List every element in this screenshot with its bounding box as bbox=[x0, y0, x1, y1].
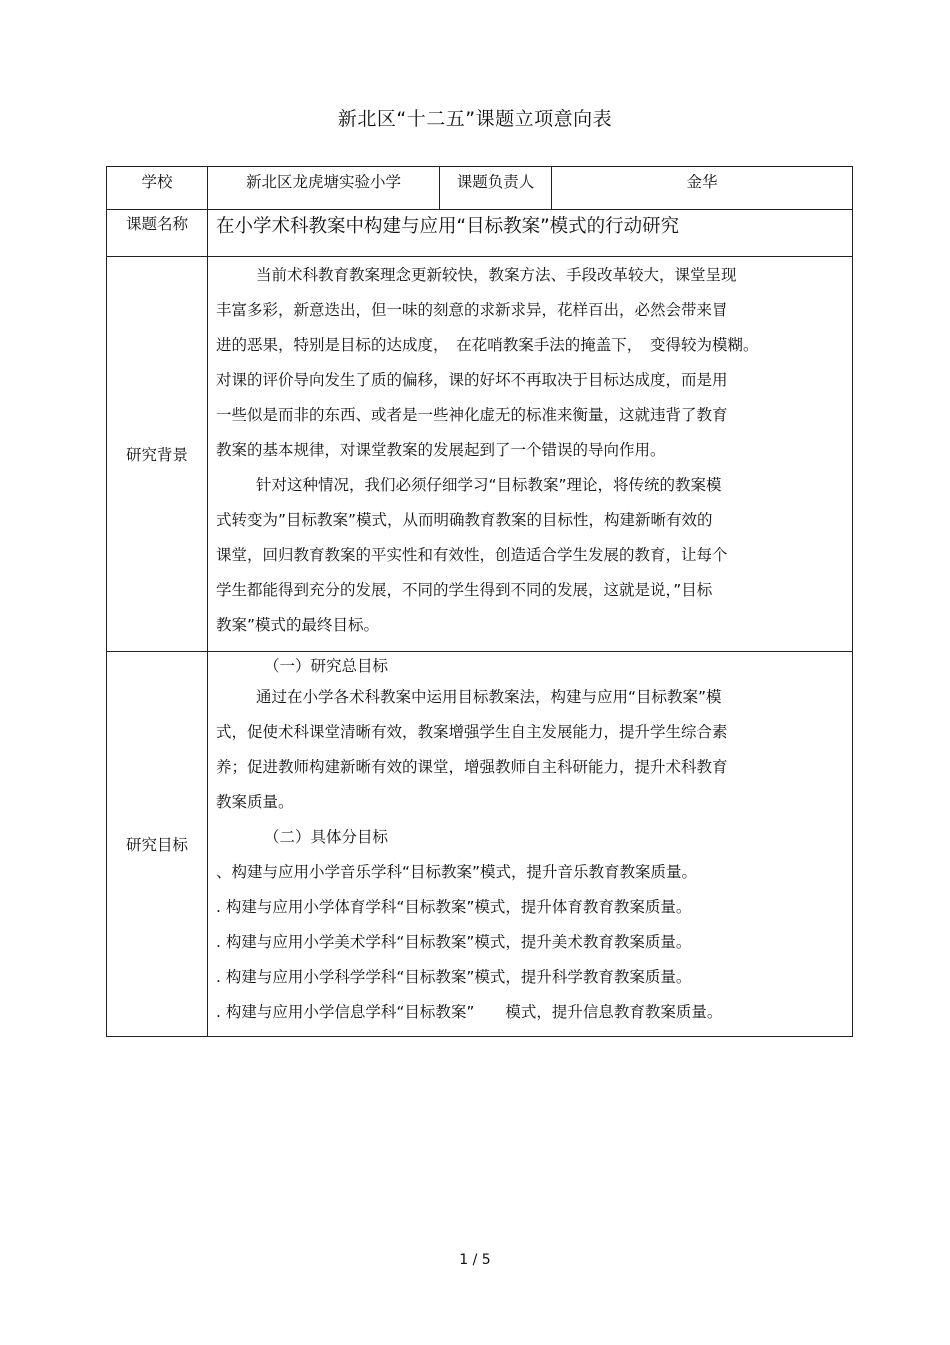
background-content bbox=[208, 257, 853, 652]
goals-line: 、构建与应用小学音乐学科“目标教案”模式，提升音乐教育教案质量。 bbox=[216, 863, 698, 881]
leader-label: 课题负责人 bbox=[440, 167, 552, 210]
goals-line: . 构建与应用小学科学学科“目标教案”模式，提升科学教育教案质量。 bbox=[216, 968, 692, 986]
background-label: 研究背景 bbox=[107, 257, 208, 652]
goals-line: . 构建与应用小学体育学科“目标教案”模式，提升体育教育教案质量。 bbox=[216, 898, 692, 916]
goals-line: 养；促进教师构建新晰有效的课堂，增强教师自主科研能力，提升术科教育 bbox=[216, 758, 728, 776]
background-line: 丰富多彩，新意迭出，但一味的刻意的求新求异，花样百出，必然会带来冒 bbox=[216, 301, 728, 319]
school-value: 新北区龙虎塘实验小学 bbox=[208, 167, 440, 210]
goals-label: 研究目标 bbox=[107, 652, 208, 1037]
goals-line: . 构建与应用小学美术学科“目标教案”模式，提升美术教育教案质量。 bbox=[216, 933, 692, 951]
project-name-value: 在小学术科教案中构建与应用“目标教案”模式的行动研究 bbox=[208, 210, 853, 257]
background-line: 课堂，回归教育教案的平实性和有效性，创造适合学生发展的教育，让每个 bbox=[216, 546, 728, 564]
goals-heading: （二）具体分目标 bbox=[264, 828, 389, 846]
page-number: 1 / 5 bbox=[459, 1252, 491, 1268]
school-row bbox=[107, 167, 853, 210]
background-line: 进的恶果，特别是目标的达成度， 在花哨教案手法的掩盖下， 变得较为模糊。 bbox=[216, 336, 759, 354]
goals-line: 教案质量。 bbox=[216, 793, 294, 811]
project-name-label: 课题名称 bbox=[107, 210, 208, 257]
background-line: 教案的基本规律，对课堂教案的发展起到了一个错误的导向作用。 bbox=[216, 441, 666, 459]
goals-row bbox=[107, 652, 853, 1037]
background-line: 式转变为”目标教案”模式，从而明确教育教案的目标性，构建新晰有效的 bbox=[216, 511, 713, 529]
goals-line: 通过在小学各术科教案中运用目标教案法，构建与应用“目标教案”模 bbox=[256, 688, 722, 706]
goals-heading: （一）研究总目标 bbox=[264, 657, 389, 675]
goals-line: 式，促使术科课堂清晰有效，教案增强学生自主发展能力，提升学生综合素 bbox=[216, 723, 728, 741]
project-name-row bbox=[107, 210, 853, 257]
project-form-table bbox=[106, 166, 853, 1037]
background-line: 教案”模式的最终目标。 bbox=[216, 616, 380, 634]
background-line: 针对这种情况，我们必须仔细学习“目标教案”理论，将传统的教案模 bbox=[256, 476, 722, 494]
goals-content bbox=[208, 652, 853, 1037]
background-line: 对课的评价导向发生了质的偏移，课的好坏不再取决于目标达成度，而是用 bbox=[216, 371, 728, 389]
background-row bbox=[107, 257, 853, 652]
background-line: 学生都能得到充分的发展，不同的学生得到不同的发展，这就是说，”目标 bbox=[216, 581, 713, 599]
document-title: 新北区“十二五”课题立项意向表 bbox=[337, 108, 613, 130]
school-label: 学校 bbox=[107, 167, 208, 210]
background-line: 一些似是而非的东西、或者是一些神化虚无的标准来衡量，这就违背了教育 bbox=[216, 406, 728, 424]
background-line: 当前术科教育教案理念更新较快，教案方法、手段改革较大，课堂呈现 bbox=[256, 266, 737, 284]
goals-line: . 构建与应用小学信息学科“目标教案” 模式，提升信息教育教案质量。 bbox=[216, 1003, 723, 1021]
leader-value: 金华 bbox=[552, 167, 853, 210]
